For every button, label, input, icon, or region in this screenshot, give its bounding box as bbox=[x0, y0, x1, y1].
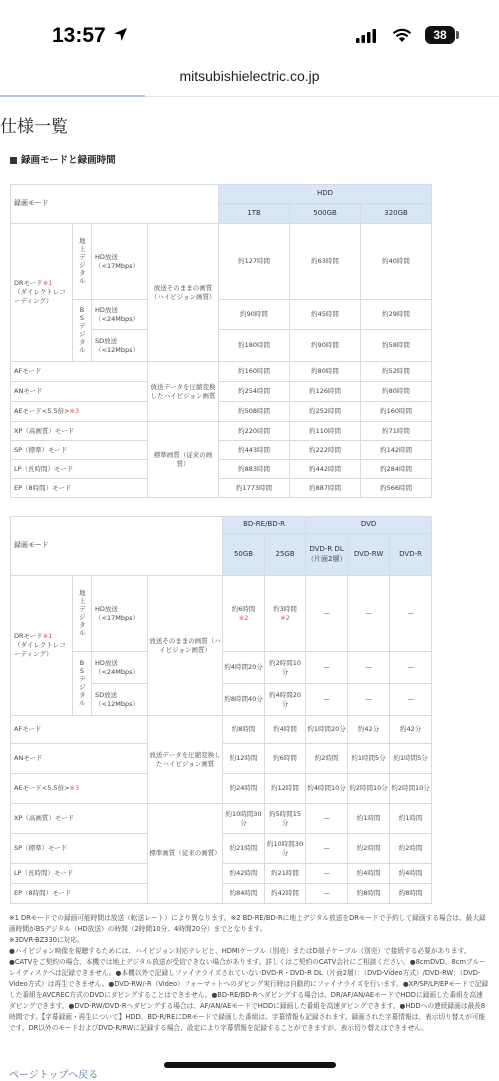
ep-mode-label: EP（8時間）モード bbox=[11, 884, 148, 904]
header-recording-mode: 録画モード bbox=[11, 185, 219, 224]
header-bd: BD-RE/BD-R bbox=[223, 517, 306, 534]
cell: 約3時間 ※2 bbox=[265, 576, 306, 652]
cell: 約442時間 bbox=[290, 460, 361, 479]
cell: 約1773時間 bbox=[219, 479, 290, 498]
cell: 約127時間 bbox=[219, 224, 290, 300]
quality-standard: 標準画質（従来の画質） bbox=[148, 422, 219, 498]
footnote: ●ハイビジョン映像を視聴するためには、ハイビジョン対応テレビと、HDMIケーブル（別売）またはD端子ケーブル（別売）で接続する必要があります。●CATVをご契約の場合、本機では地上デジタル放送が受信できない場合があります。詳しくはご契約のCATV会社にご相談ください。●8cmDVD、8cmブルーレイディスクへは記録できません。●本機以外で記録しファイナライズされていないDVD-R・DVD-R DL（片面2層）：（DVD-Video方式）/DVD-RW：（DVD-Video方式）は再生できません。●DVD-RW/-R（Video）フォーマットへのダビング実行時は自動的にファイナライズを行います。●XP/SP/LP/EPモードで記録した番組をAVCREC方式のDVDにダビングすることはできません。●BD-RE/BD-Rへダビングする場合は、DR/AF/AN/AEモードでHDDに録画した番組を高速ダビングできます。●DVD-RW/DVD-Rへダビングする場合は、AF/AN/AEモードでHDDに録画した番組を高速ダビングできます。●HDDへの連続録画は最長8時間です。【字幕録画・再生について】HDD、BD-R/REにDRモードで録画した番組は、字幕情報も記録されます。録画された字幕情報は、表示切り替えが可能です。DR以外のモードおよびDVD-R/RWに記録する場合、設定により字幕情報を記録することができますが、表示切り替えはできません。 bbox=[9, 947, 489, 1033]
col-500gb: 500GB bbox=[290, 204, 361, 224]
sp-mode-label: SP（標準）モード bbox=[11, 834, 148, 864]
cell: 約180時間 bbox=[219, 330, 290, 362]
cellular-signal-icon bbox=[356, 29, 378, 43]
cell: 約5時間15分 bbox=[265, 804, 306, 834]
cell: 約220時間 bbox=[219, 422, 290, 441]
home-indicator[interactable] bbox=[164, 1062, 336, 1068]
cell: 約1時間 bbox=[390, 804, 432, 834]
terrestrial-digital-label: 地上デジタル bbox=[73, 576, 92, 652]
cell: — bbox=[390, 684, 432, 716]
cell: 約2時間 bbox=[306, 744, 348, 774]
cell: — bbox=[306, 884, 348, 904]
cell: 約222時間 bbox=[290, 441, 361, 460]
cell: 約883時間 bbox=[219, 460, 290, 479]
cell: — bbox=[306, 804, 348, 834]
col-dvd-r-dl: DVD-R DL（片面2層） bbox=[306, 534, 348, 576]
cell: 約566時間 bbox=[361, 479, 432, 498]
ae-mode-label: AEモード<5.5倍>※3 bbox=[11, 774, 148, 804]
quality-standard: 標準画質（従来の画質） bbox=[148, 804, 223, 904]
cell: 約45時間 bbox=[290, 300, 361, 330]
status-bar bbox=[0, 0, 499, 60]
cell: — bbox=[390, 576, 432, 652]
quality-compressed: 放送データを圧縮変換したハイビジョン画質 bbox=[148, 716, 223, 804]
cell: 約126時間 bbox=[290, 382, 361, 402]
cell: 約10時間30分 bbox=[223, 804, 265, 834]
cell: 約63時間 bbox=[290, 224, 361, 300]
battery-tip bbox=[456, 31, 459, 39]
cell: 約90時間 bbox=[219, 300, 290, 330]
lp-mode-label: LP（長時間）モード bbox=[11, 460, 148, 479]
back-to-top-link[interactable]: ページトップへ戻る bbox=[9, 1070, 99, 1081]
cell: 約4時間20分 bbox=[265, 684, 306, 716]
cell: 約508時間 bbox=[219, 402, 290, 422]
cell: 約2時間10分 bbox=[348, 774, 390, 804]
an-mode-label: ANモード bbox=[11, 744, 148, 774]
cell: — bbox=[348, 576, 390, 652]
page-title: 仕様一覧 bbox=[0, 117, 68, 137]
col-1tb: 1TB bbox=[219, 204, 290, 224]
cell: 約1時間5分 bbox=[348, 744, 390, 774]
battery-icon: 38 bbox=[425, 26, 455, 44]
cell: 約6時間 ※2 bbox=[223, 576, 265, 652]
cell: — bbox=[306, 864, 348, 884]
cell: 約252時間 bbox=[290, 402, 361, 422]
sp-mode-label: SP（標準）モード bbox=[11, 441, 148, 460]
cell: 約2時間 bbox=[390, 834, 432, 864]
cell: — bbox=[306, 834, 348, 864]
cell: 約160時間 bbox=[361, 402, 432, 422]
hd24-label: HD放送（<24Mbps） bbox=[92, 652, 148, 684]
col-320gb: 320GB bbox=[361, 204, 432, 224]
cell: 約12時間 bbox=[265, 774, 306, 804]
cell: 約80時間 bbox=[290, 362, 361, 382]
cell: — bbox=[348, 684, 390, 716]
cell: 約24時間 bbox=[223, 774, 265, 804]
cell: 約4時間10分 bbox=[306, 774, 348, 804]
cell: 約284時間 bbox=[361, 460, 432, 479]
cell: 約8時間 bbox=[348, 884, 390, 904]
footnotes bbox=[9, 913, 489, 1035]
cell: 約21時間 bbox=[223, 834, 265, 864]
cell: 約4時間20分 bbox=[223, 652, 265, 684]
location-arrow-icon bbox=[113, 27, 128, 42]
cell: 約80時間 bbox=[361, 382, 432, 402]
xp-mode-label: XP（高画質）モード bbox=[11, 804, 148, 834]
terrestrial-digital-label: 地上デジタル bbox=[73, 224, 92, 300]
header-recording-mode: 録画モード bbox=[11, 517, 223, 576]
cell: 約110時間 bbox=[290, 422, 361, 441]
ep-mode-label: EP（8時間）モード bbox=[11, 479, 148, 498]
cell: 約8時間 bbox=[223, 716, 265, 744]
col-dvd-rw: DVD-RW bbox=[348, 534, 390, 576]
cell: 約42分 bbox=[390, 716, 432, 744]
cell: 約887時間 bbox=[290, 479, 361, 498]
cell: 約42分 bbox=[348, 716, 390, 744]
cell: 約1時間5分 bbox=[390, 744, 432, 774]
wifi-icon bbox=[392, 27, 412, 43]
status-time: 13:57 bbox=[52, 24, 106, 47]
header-hdd: HDD bbox=[219, 185, 432, 204]
cell: 約2時間10分 bbox=[390, 774, 432, 804]
cell: 約160時間 bbox=[219, 362, 290, 382]
cell: 約4時間 bbox=[348, 864, 390, 884]
an-mode-label: ANモード bbox=[11, 382, 148, 402]
af-mode-label: AFモード bbox=[11, 716, 148, 744]
cell: 約4時間 bbox=[390, 864, 432, 884]
cell: — bbox=[348, 652, 390, 684]
sd12-label: SD放送（<12Mbps） bbox=[92, 684, 148, 716]
quality-compressed: 放送データを圧縮変換したハイビジョン画質 bbox=[148, 362, 219, 422]
cell: 約10時間30分 bbox=[265, 834, 306, 864]
cell: 約29時間 bbox=[361, 300, 432, 330]
address-bar[interactable]: mitsubishielectric.co.jp bbox=[179, 68, 320, 84]
dr-mode-label: DRモード※1 （ダイレクトレコーディング） bbox=[11, 224, 73, 362]
xp-mode-label: XP（高画質）モード bbox=[11, 422, 148, 441]
cell: 約42時間 bbox=[265, 884, 306, 904]
cell: 約2時間10分 bbox=[265, 652, 306, 684]
hd17-label: HD放送（<17Mbps） bbox=[92, 576, 148, 652]
cell: 約90時間 bbox=[290, 330, 361, 362]
cell: 約58時間 bbox=[361, 330, 432, 362]
col-50gb: 50GB bbox=[223, 534, 265, 576]
header-dvd: DVD bbox=[306, 517, 432, 534]
cell: 約84時間 bbox=[223, 884, 265, 904]
cell: 約8時間40分 bbox=[223, 684, 265, 716]
divider bbox=[145, 96, 499, 97]
cell: — bbox=[390, 652, 432, 684]
bs-digital-label: BSデジタル bbox=[73, 300, 92, 362]
cell: 約52時間 bbox=[361, 362, 432, 382]
footnote: ※3DVR-BZ330に対応。 bbox=[9, 936, 84, 945]
quality-dr: 放送そのままの画質（ハイビジョン画質） bbox=[148, 576, 223, 716]
cell: 約12時間 bbox=[223, 744, 265, 774]
hdd-recording-table bbox=[10, 184, 432, 498]
cell: 約2時間 bbox=[348, 834, 390, 864]
cell: 約4時間 bbox=[265, 716, 306, 744]
cell: 約8時間 bbox=[390, 884, 432, 904]
ae-mode-label: AEモード<5.5倍>※3 bbox=[11, 402, 148, 422]
bs-digital-label: BSデジタル bbox=[73, 652, 92, 716]
cell: — bbox=[306, 576, 348, 652]
dr-mode-label: DRモード※1 （ダイレクトレコーディング） bbox=[11, 576, 73, 716]
footnote: ※1 DRモードでの録画可能時間は放送（転送レート）により異なります。※2 BD-RE/BD-Rに地上デジタル放送をDRモードで予約して録画する場合は、最大録画時間がBSデジタル（HD放送）の時間（2時間10分、4時間20分）までとなります。 bbox=[9, 914, 486, 934]
cell: 約21時間 bbox=[265, 864, 306, 884]
cell: 約254時間 bbox=[219, 382, 290, 402]
disc-recording-table bbox=[10, 516, 432, 904]
lp-mode-label: LP（長時間）モード bbox=[11, 864, 148, 884]
hd24-label: HD放送（<24Mbps） bbox=[92, 300, 148, 330]
cell: 約1時間 bbox=[348, 804, 390, 834]
cell: 約443時間 bbox=[219, 441, 290, 460]
af-mode-label: AFモード bbox=[11, 362, 148, 382]
col-25gb: 25GB bbox=[265, 534, 306, 576]
cell: 約40時間 bbox=[361, 224, 432, 300]
hd17-label: HD放送（<17Mbps） bbox=[92, 224, 148, 300]
col-dvd-r: DVD-R bbox=[390, 534, 432, 576]
cell: — bbox=[306, 684, 348, 716]
section-heading: 録画モードと録画時間 bbox=[10, 152, 116, 166]
cell: — bbox=[306, 652, 348, 684]
cell: 約1時間20分 bbox=[306, 716, 348, 744]
page-load-indicator bbox=[0, 95, 145, 97]
cell: 約6時間 bbox=[265, 744, 306, 774]
square-bullet-icon bbox=[10, 157, 17, 164]
cell: 約142時間 bbox=[361, 441, 432, 460]
sd12-label: SD放送（<12Mbps） bbox=[92, 330, 148, 362]
quality-dr: 放送そのままの画質（ハイビジョン画質） bbox=[148, 224, 219, 362]
cell: 約71時間 bbox=[361, 422, 432, 441]
cell: 約42時間 bbox=[223, 864, 265, 884]
